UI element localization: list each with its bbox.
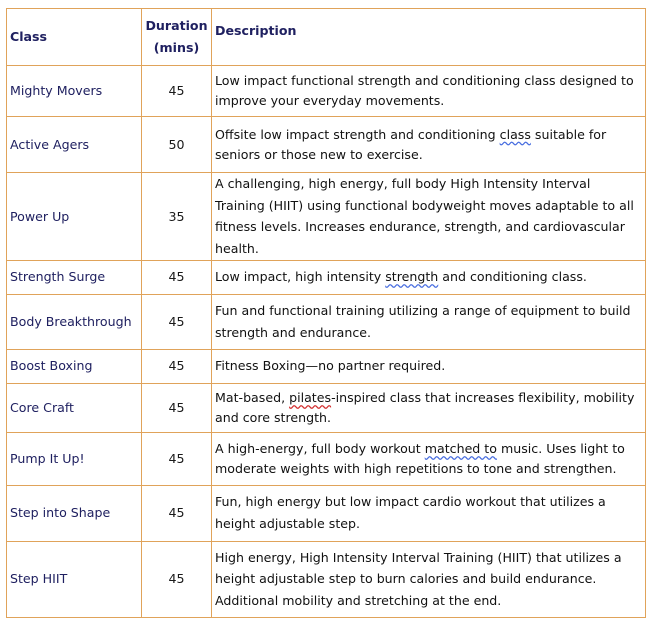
class-description [212,383,646,432]
table-row [7,383,646,432]
header-class: Class [7,9,142,66]
description-text: suitable for seniors or those new to exercise. [215,126,607,162]
class-duration: 45 [142,66,212,117]
description-text: Mat-based, [215,390,290,406]
table-row [7,541,646,617]
header-description: Description [212,9,646,66]
grammar-marked-word[interactable]: class [499,126,531,142]
table-row [7,260,646,294]
class-description [212,260,646,294]
class-description [212,432,646,485]
table-row [7,173,646,261]
class-description: Fun and functional training utilizing a range of equipment to build strength and endurance. [212,294,646,349]
class-description: High energy, High Intensity Interval Training (HIIT) that utilizes a height adjustable step to burn calories and build endurance. Additional mobility and stretching at the end. [212,541,646,617]
header-duration [142,9,212,66]
description-text: A high-energy, full body workout [215,441,425,457]
class-duration: 45 [142,294,212,349]
class-description: Fun, high energy but low impact cardio workout that utilizes a height adjustable step. [212,485,646,541]
class-name: Strength Surge [7,260,142,294]
class-name: Mighty Movers [7,66,142,117]
class-name: Power Up [7,173,142,261]
class-duration: 35 [142,173,212,261]
class-duration: 45 [142,260,212,294]
table-row [7,117,646,173]
class-name: Pump It Up! [7,432,142,485]
class-duration: 45 [142,432,212,485]
class-name: Boost Boxing [7,349,142,383]
class-duration: 45 [142,383,212,432]
class-name: Core Craft [7,383,142,432]
class-duration: 50 [142,117,212,173]
description-text: -inspired class that increases flexibility, mobility and core strength. [215,390,635,425]
class-description: Fitness Boxing—no partner required. [212,349,646,383]
table-row [7,485,646,541]
spelling-marked-word[interactable]: pilates [289,390,332,406]
class-name: Step HIIT [7,541,142,617]
description-text: music. Uses light to moderate weights with high repetitions to tone and strengthen. [215,441,625,476]
class-name: Step into Shape [7,485,142,541]
class-name: Active Agers [7,117,142,173]
class-description [212,117,646,173]
description-text: Offsite low impact strength and conditioning [215,126,500,142]
grammar-marked-word[interactable]: strength [385,269,439,285]
header-duration-unit: (mins) [153,40,200,55]
header-duration-label: Duration [145,17,208,33]
class-description: Low impact functional strength and conditioning class designed to improve your everyday movements. [212,66,646,117]
table-row [7,432,646,485]
grammar-marked-word[interactable]: matched to [424,441,497,457]
class-duration: 45 [142,485,212,541]
table-row [7,294,646,349]
class-schedule-table [6,8,646,618]
class-description: A challenging, high energy, full body High Intensity Interval Training (HIIT) using functional bodyweight moves adaptable to all fitness levels. Increases endurance, strength, and cardiovascular health. [212,173,646,261]
description-text: and conditioning class. [438,269,587,285]
class-name: Body Breakthrough [7,294,142,349]
table-row [7,349,646,383]
class-duration: 45 [142,541,212,617]
class-duration: 45 [142,349,212,383]
header-row [7,9,646,66]
description-text: Low impact, high intensity [215,269,386,285]
table-row [7,66,646,117]
